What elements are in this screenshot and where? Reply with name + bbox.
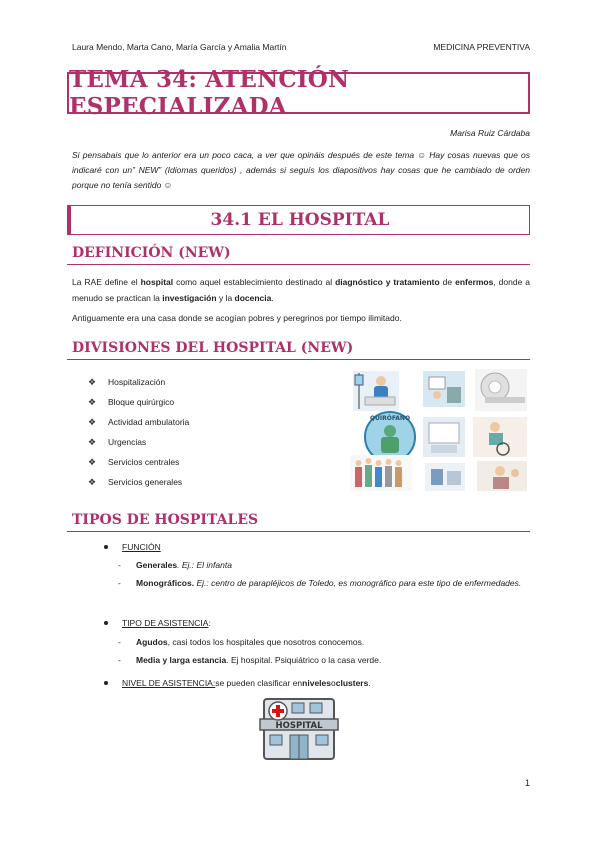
bullet-icon: [104, 545, 108, 549]
list-item: ❖ Hospitalización: [88, 376, 166, 387]
definicion-history: Antiguamente era una casa donde se acogían pobres y peregrinos por tiempo ilimitado.: [72, 313, 402, 323]
header-subject: MEDICINA PREVENTIVA: [433, 42, 530, 52]
heading-rule: [67, 264, 530, 265]
heading-rule: [67, 531, 530, 532]
divisiones-list: [88, 372, 189, 492]
list-item-media-larga: - Media y larga estancia. Ej hospital. Psiquiátrico o la casa verde.: [118, 655, 382, 665]
diamond-bullet-icon: ❖: [88, 456, 97, 467]
section-title: 34.1 EL HOSPITAL: [210, 210, 390, 230]
title-box: [67, 66, 530, 120]
list-item-monograficos: - Monográficos. Ej.: centro de parapléjicos de Toledo, es monográfico para este tipo de enfermedades.: [118, 578, 522, 588]
list-item: ❖ Bloque quirúrgico: [88, 396, 175, 407]
header-authors: Laura Mendo, Marta Cano, María García y Amalia Martín: [72, 42, 287, 52]
hospital-collage-image: [345, 367, 530, 492]
heading-definicion: DEFINICIÓN (NEW): [72, 245, 231, 261]
list-item-agudos: - Agudos, casi todos los hospitales que nosotros conocemos.: [118, 637, 365, 647]
list-item: ❖ Actividad ambulatoria: [88, 416, 190, 427]
list-item: ❖ Servicios generales: [88, 476, 183, 487]
intro-paragraph: Si pensabais que lo anterior era un poco caca, a ver que opináis después de este tema ☺ Hay cosas nuevas que os indicaré con un” NEW” (Idiomas queridos) , además si seguís los diapositivos hay cosas que he cambiado de orden porque no tenía sentido ☺: [72, 150, 530, 190]
list-item-funcion: FUNCIÓN: [104, 542, 161, 552]
definicion-paragraph: La RAE define el hospital como aquel establecimiento destinado al diagnóstico y tratamiento de enfermos, donde a menudo se practican la investigación y la docencia.: [72, 277, 531, 303]
heading-tipos: TIPOS DE HOSPITALES: [72, 512, 259, 528]
page-number: 1: [524, 778, 530, 788]
section-box: [67, 205, 530, 235]
diamond-bullet-icon: ❖: [88, 476, 97, 487]
diamond-bullet-icon: ❖: [88, 416, 97, 427]
heading-divisiones: DIVISIONES DEL HOSPITAL (NEW): [72, 340, 354, 356]
list-item: ❖ Servicios centrales: [88, 456, 180, 467]
list-item-generales: - Generales. Ej.: El infanta: [118, 560, 232, 570]
author-note: Marisa Ruiz Cárdaba: [450, 128, 530, 138]
hospital-building-icon: [258, 695, 340, 761]
list-item-asistencia: TIPO DE ASISTENCIA :: [104, 618, 211, 628]
bullet-icon: [104, 621, 108, 625]
diamond-bullet-icon: ❖: [88, 376, 97, 387]
diamond-bullet-icon: ❖: [88, 436, 97, 447]
bullet-icon: [104, 681, 108, 685]
list-item-nivel: NIVEL DE ASISTENCIA: se pueden clasificar en niveles o clusters .: [104, 678, 371, 688]
collage-quirofano-label: QUIRÓFANO: [369, 415, 411, 422]
list-item: ❖ Urgencias: [88, 436, 147, 447]
diamond-bullet-icon: ❖: [88, 396, 97, 407]
hospital-sign-label: HOSPITAL: [275, 721, 323, 731]
heading-rule: [67, 359, 530, 360]
page-title: TEMA 34: ATENCIÓN ESPECIALIZADA: [69, 66, 350, 120]
